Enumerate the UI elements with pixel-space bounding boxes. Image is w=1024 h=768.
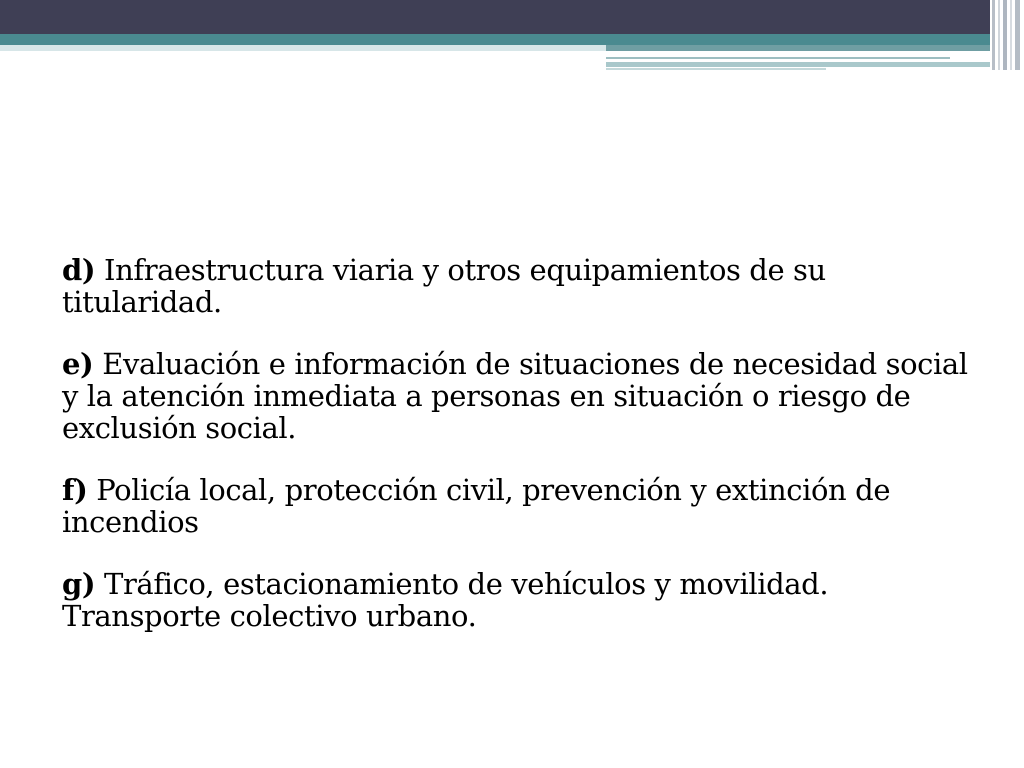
list-item-e [62,348,972,444]
list-item-d [62,254,972,318]
header-vertical-bars [990,0,1024,70]
vertical-bar [1010,0,1012,70]
list-item-f [62,474,972,538]
header-pale-stripe [0,45,606,51]
vertical-bar [992,0,995,70]
item-key: g) [62,567,96,601]
vertical-bar [1015,0,1020,70]
list-item-g [62,568,972,632]
item-key: f) [62,473,88,507]
vertical-bar [1003,0,1007,70]
vertical-bar [998,0,1000,70]
slide-body [62,254,972,662]
item-text: Policía local, protección civil, prevención y extinción de incendios [62,473,891,539]
header-accent-block [606,45,990,51]
item-key: d) [62,253,96,287]
item-key: e) [62,347,94,381]
item-text: Tráfico, estacionamiento de vehículos y movilidad. Transporte colectivo urbano. [62,567,829,633]
item-text: Infraestructura viaria y otros equipamientos de su titularidad. [62,253,826,319]
header-dark-band [0,0,1024,34]
header-teal-band [0,34,1024,45]
item-text: Evaluación e información de situaciones de necesidad social y la atención inmediata a personas en situación o riesgo de exclusión social. [62,347,968,445]
header-accent-line [606,57,950,59]
header-accent-line [606,62,998,67]
header-accent-line [606,68,826,70]
